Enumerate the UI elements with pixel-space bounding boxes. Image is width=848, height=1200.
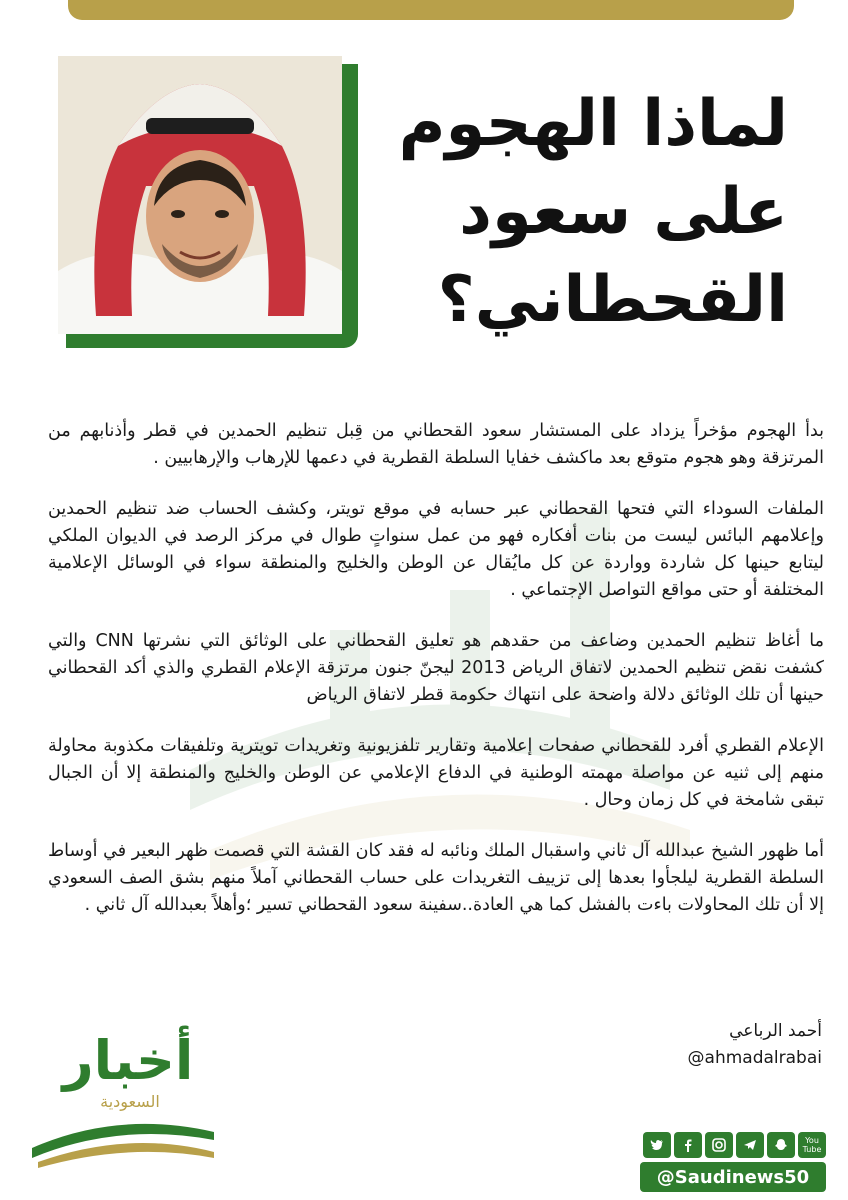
headline-line-3: القحطاني؟ — [437, 263, 788, 337]
portrait-photo — [58, 56, 342, 334]
headline-line-1: لماذا الهجوم — [398, 87, 788, 161]
social-block — [636, 1132, 826, 1194]
headline-line-2: على سعود — [459, 175, 788, 249]
logo-sub-text: السعودية — [100, 1092, 160, 1111]
portrait-frame — [58, 56, 358, 348]
author-signature — [688, 1018, 822, 1072]
article-paragraph-1: بدأ الهجوم مؤخراً يزداد على المستشار سعود القحطاني من قِبل تنظيم الحمدين في قطر وأذنابهم من المرتزقة وهو هجوم متوقع بعد ماكشف خفايا السلطة القطرية في دعمها للإرهاب والإرهابيين . — [48, 421, 824, 468]
headline — [368, 80, 788, 344]
snapchat-icon[interactable] — [767, 1132, 795, 1158]
logo-main-text: أخبار — [62, 1029, 194, 1092]
article-paragraph-4: الإعلام القطري أفرد للقحطاني صفحات إعلامية وتقارير تلفزيونية وتغريدات تويترية وتلفيقات مكذوبة محاولة منهم إلى ثنيه عن مواصلة مهمته الوطنية في الدفاع الإعلامي عن الوطن والخليج والمنطقة إلا أن الجبال تبقى شامخة في كل زمان وحال . — [48, 736, 824, 810]
facebook-icon[interactable] — [674, 1132, 702, 1158]
social-handle[interactable]: @Saudinews50 — [640, 1162, 826, 1192]
author-name: أحمد الرباعي — [729, 1021, 822, 1041]
youtube-icon[interactable]: You Tube — [798, 1132, 826, 1158]
article-paragraph-5: أما ظهور الشيخ عبدالله آل ثاني واسقبال الملك ونائبه له فقد كان القشة التي قصمت ظهر البعير في أوساط السلطة القطرية ليلجأوا بعدها إلى تزييف التغريدات على حساب القحطاني آملاً منهم بشق الصف السعودي إلا أن تلك المحاولات باءت بالفشل كما هي العادة..سفينة سعود القحطاني تسير ؛وأهلاً بعبدالله آل ثاني . — [48, 841, 824, 915]
article-paragraph-2: الملفات السوداء التي فتحها القحطاني عبر حسابه في موقع تويتر، وكشف الحساب ضد تنظيم الحمدين وإعلامهم البائس ليست من بنات أفكاره فهو من عمل سنواتٍ طوال في مركز الرصد في الديوان الملكي ليتابع حينها كل شاردة وواردة عن كل مايُقال عن الوطن والخليج والمنطقة سواء في الوسائل الإعلامية المختلفة أو حتى مواقع التواصل الإجتماعي . — [48, 499, 824, 600]
social-icons-row — [643, 1132, 826, 1158]
article-paragraph-3: ما أغاظ تنظيم الحمدين وضاعف من حقدهم هو تعليق القحطاني على الوثائق التي نشرتها CNN والتي كشفت نقض تنظيم الحمدين لاتفاق الرياض 2013 ليجنّ جنون مرتزقة الإعلام القطري والذي أكد القحطاني حينها أن تلك الوثائق دلالة واضحة على انتهاك حكومة قطر لاتفاق الرياض — [48, 631, 824, 705]
twitter-icon[interactable] — [643, 1132, 671, 1158]
telegram-icon[interactable] — [736, 1132, 764, 1158]
article-body — [48, 418, 824, 943]
author-handle[interactable]: @ahmadalrabai — [687, 1048, 822, 1068]
top-gold-bar — [68, 0, 794, 20]
instagram-icon[interactable] — [705, 1132, 733, 1158]
